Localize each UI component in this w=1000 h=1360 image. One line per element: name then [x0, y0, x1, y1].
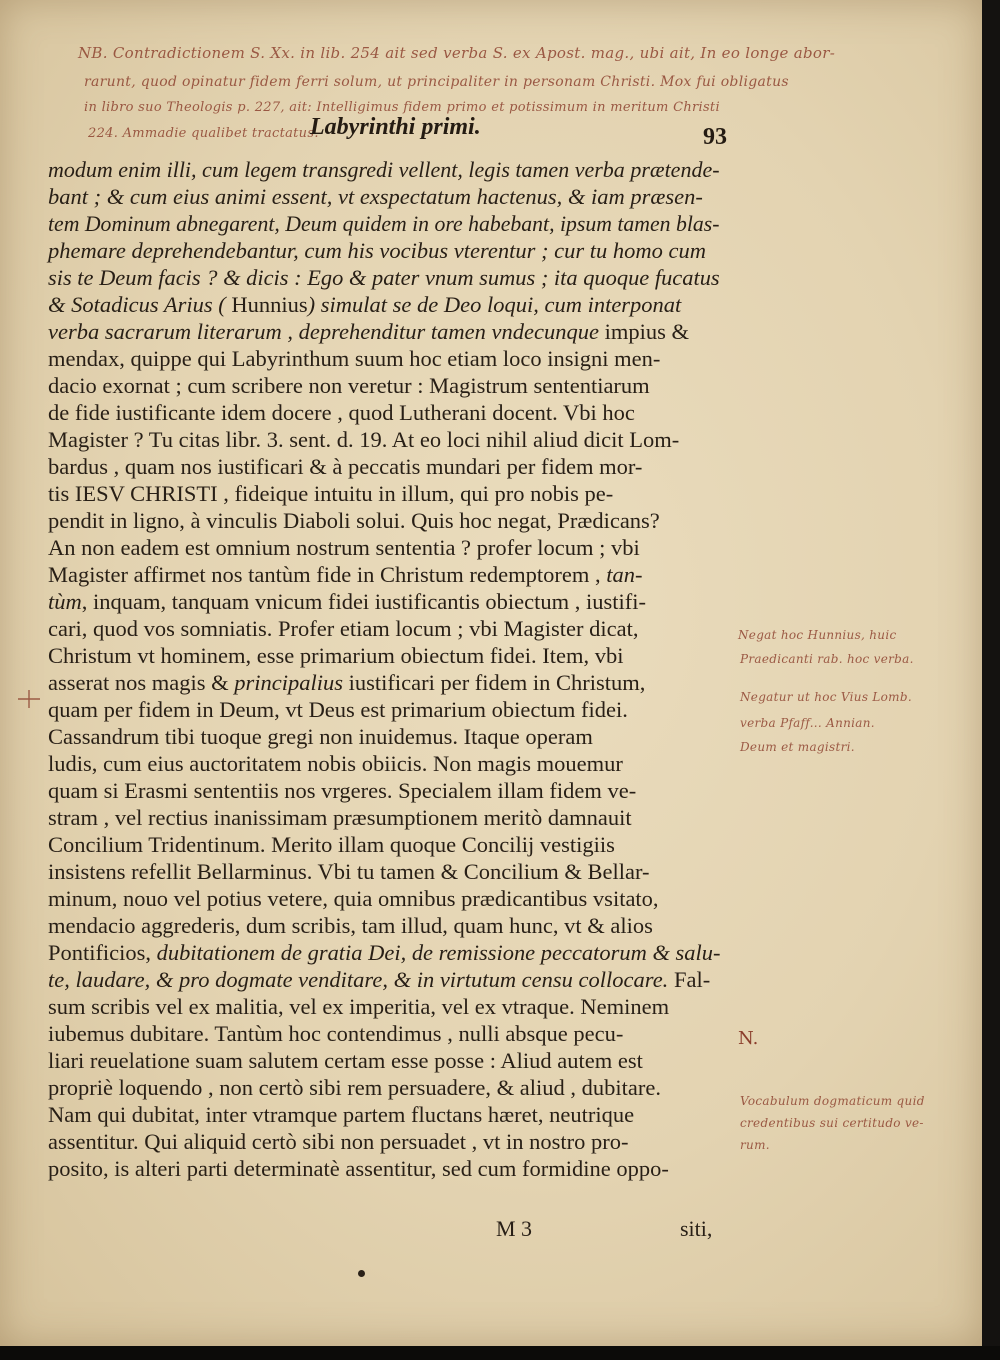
roman-text-segment: Cassandrum tibi tuoque gregi non inuidemus. Itaque operam — [48, 724, 593, 749]
body-line — [48, 507, 720, 534]
body-line — [48, 588, 720, 615]
body-line — [48, 858, 720, 885]
margin-note-line: Negat hoc Hunnius, huic — [738, 628, 897, 642]
roman-text-segment: stram , vel rectius inanissimam præsumptionem meritò damnauit — [48, 805, 632, 830]
roman-text-segment: ludis, cum eius auctoritatem nobis obiicis. Non magis mouemur — [48, 751, 623, 776]
body-line — [48, 480, 720, 507]
roman-text-segment: Magister ? Tu citas libr. 3. sent. d. 19. At eo loci nihil aliud dicit Lom- — [48, 427, 680, 452]
roman-text-segment: Hunnius — [231, 292, 308, 317]
body-line — [48, 993, 720, 1020]
roman-text-segment: dacio exornat ; cum scribere non veretur : Magistrum sententiarum — [48, 373, 650, 398]
body-line — [48, 966, 720, 993]
body-line — [48, 1020, 720, 1047]
body-line — [48, 885, 720, 912]
margin-note-line: Praedicanti rab. hoc verba. — [740, 652, 914, 666]
roman-text-segment: liari reuelatione suam salutem certam esse posse : Aliud autem est — [48, 1048, 643, 1073]
body-line — [48, 1128, 720, 1155]
italic-text-segment: principalius — [234, 670, 343, 695]
body-line — [48, 210, 720, 237]
body-line — [48, 264, 718, 291]
italic-text-segment: tem Dominum abnegarent, Deum quidem in ore habebant, ipsum tamen blas- — [48, 211, 720, 236]
body-line — [48, 912, 720, 939]
body-line — [48, 291, 720, 318]
roman-text-segment: , inquam, tanquam vnicum fidei iustificantis obiectum , iustifi- — [81, 589, 647, 614]
roman-text-segment: mendax, quippe qui Labyrinthum suum hoc etiam loco insigni men- — [48, 346, 661, 371]
italic-text-segment: te, laudare, & pro dogmate venditare, & in virtutum censu collocare. — [48, 967, 669, 992]
margin-note-line: credentibus sui certitudo ve- — [740, 1116, 924, 1130]
margin-note-line: Deum et magistri. — [740, 740, 855, 754]
nota-bene-mark: N. — [738, 1028, 759, 1049]
margin-note-line: Vocabulum dogmaticum quid — [740, 1094, 925, 1108]
body-line — [48, 1155, 720, 1182]
handwritten-note-line: rarunt, quod opinatur fidem ferri solum, ut principaliter in personam Christi. Mox fui obligatus — [84, 74, 789, 90]
body-line — [48, 156, 720, 183]
roman-text-segment: Fal- — [668, 967, 711, 992]
roman-text-segment: iubemus dubitare. Tantùm hoc contendimus , nulli absque pecu- — [48, 1021, 624, 1046]
roman-text-segment: Concilium Tridentinum. Merito illam quoque Concilij vestigiis — [48, 832, 615, 857]
italic-text-segment: tùm — [48, 589, 82, 614]
italic-text-segment: modum enim illi, cum legem transgredi vellent, legis tamen verba prætende- — [48, 157, 720, 182]
italic-text-segment: phemare deprehendebantur, cum his vocibus vterentur ; cur tu homo cum — [48, 238, 706, 263]
roman-text-segment: tis IESV CHRISTI , fideique intuitu in illum, qui pro nobis pe- — [48, 481, 614, 506]
body-line — [48, 534, 720, 561]
body-line — [48, 777, 720, 804]
body-line — [48, 939, 719, 966]
margin-note-line: verba Pfaff... Annian. — [740, 716, 875, 730]
body-line — [48, 237, 720, 264]
signature-mark: M 3 — [496, 1216, 533, 1241]
running-header-title: Labyrinthi primi. — [310, 114, 481, 140]
italic-text-segment: verba sacrarum literarum , deprehenditur tamen vndecunque — [48, 319, 605, 344]
body-line — [48, 1101, 720, 1128]
handwritten-note-line: NB. Contradictionem S. Xx. in lib. 254 ait sed verba S. ex Apost. mag., ubi ait, In eo longe abor- — [78, 44, 836, 62]
roman-text-segment: minum, nouo vel potius vetere, quia omnibus prædicantibus vsitato, — [48, 886, 659, 911]
body-line — [48, 615, 720, 642]
body-line — [48, 1074, 720, 1101]
page-edge-right — [982, 0, 1000, 1360]
roman-text-segment: propriè loquendo , non certò sibi rem persuadere, & aliud , dubitare. — [48, 1075, 661, 1100]
roman-text-segment: Magister affirmet nos tantùm fide in Christum redemptorem , — [48, 562, 607, 587]
roman-text-segment: asserat nos magis & — [48, 670, 235, 695]
roman-text-segment: mendacio aggrederis, dum scribis, tam illud, quam hunc, vt & alios — [48, 913, 653, 938]
roman-text-segment: posito, is alteri parti determinatè assentitur, sed cum formidine oppo- — [48, 1156, 669, 1181]
body-line — [48, 561, 720, 588]
roman-text-segment: de fide iustificante idem docere , quod Lutherani docent. Vbi hoc — [48, 400, 635, 425]
catchword: siti, — [680, 1216, 713, 1241]
roman-text-segment: pendit in ligno, à vinculis Diaboli solui. Quis hoc negat, Prædicans? — [48, 508, 660, 533]
roman-text-segment: assentitur. Qui aliquid certò sibi non persuadet , vt in nostro pro- — [48, 1129, 629, 1154]
margin-note-line: Negatur ut hoc Vius Lomb. — [740, 690, 912, 704]
body-line — [48, 318, 720, 345]
body-line — [48, 372, 720, 399]
body-line — [48, 453, 720, 480]
roman-text-segment: quam per fidem in Deum, vt Deus est primarium obiectum fidei. — [48, 697, 628, 722]
body-line — [48, 345, 720, 372]
roman-text-segment: sum scribis vel ex malitia, vel ex imperitia, vel ex vtraque. Neminem — [48, 994, 670, 1019]
roman-text-segment: bardus , quam nos iustificari & à peccatis mundari per fidem mor- — [48, 454, 643, 479]
roman-text-segment: impius & — [604, 319, 689, 344]
body-line — [48, 804, 720, 831]
body-line — [48, 696, 720, 723]
roman-text-segment: iustificari per fidem in Christum, — [342, 670, 646, 695]
italic-text-segment: tan- — [606, 562, 643, 587]
italic-text-segment: sis te Deum facis ? & dicis : Ego & pater vnum sumus ; ita quoque fucatus — [48, 265, 720, 290]
body-line — [48, 723, 720, 750]
italic-text-segment: ) simulat se de Deo loqui, cum interponat — [307, 292, 682, 317]
ink-dot — [358, 1270, 365, 1277]
body-line — [48, 399, 720, 426]
roman-text-segment: Nam qui dubitat, inter vtramque partem fluctans hæret, neutrique — [48, 1102, 635, 1127]
margin-note-line: rum. — [740, 1138, 770, 1152]
roman-text-segment: cari, quod vos somniatis. Profer etiam locum ; vbi Magister dicat, — [48, 616, 639, 641]
italic-text-segment: dubitationem de gratia Dei, de remissione peccatorum & salu- — [156, 940, 721, 965]
roman-text-segment: insistens refellit Bellarminus. Vbi tu tamen & Concilium & Bellar- — [48, 859, 650, 884]
body-line — [48, 1047, 720, 1074]
body-line — [48, 669, 720, 696]
roman-text-segment: Christum vt hominem, esse primarium obiectum fidei. Item, vbi — [48, 643, 624, 668]
roman-text-segment: An non eadem est omnium nostrum sententia ? profer locum ; vbi — [48, 535, 640, 560]
italic-text-segment: bant ; & cum eius animi essent, vt exspectatum hactenus, & iam præsen- — [48, 184, 703, 209]
roman-text-segment: Pontificios, — [48, 940, 157, 965]
handwritten-note-line: in libro suo Theologis p. 227, ait: Intelligimus fidem primo et potissimum in meritum Christi — [84, 100, 720, 115]
body-line — [48, 750, 720, 777]
body-line — [48, 183, 720, 210]
italic-text-segment: & Sotadicus Arius ( — [48, 292, 232, 317]
body-line — [48, 831, 720, 858]
left-margin-pointer-icon — [14, 684, 44, 714]
body-line — [48, 426, 720, 453]
page-edge-bottom — [0, 1346, 1000, 1360]
handwritten-note-line: 224. Ammadie qualibet tractatus. — [88, 126, 319, 141]
roman-text-segment: quam si Erasmi sententiis nos vrgeres. Specialem illam fidem ve- — [48, 778, 637, 803]
page-number: 93 — [703, 124, 727, 150]
body-line — [48, 642, 720, 669]
